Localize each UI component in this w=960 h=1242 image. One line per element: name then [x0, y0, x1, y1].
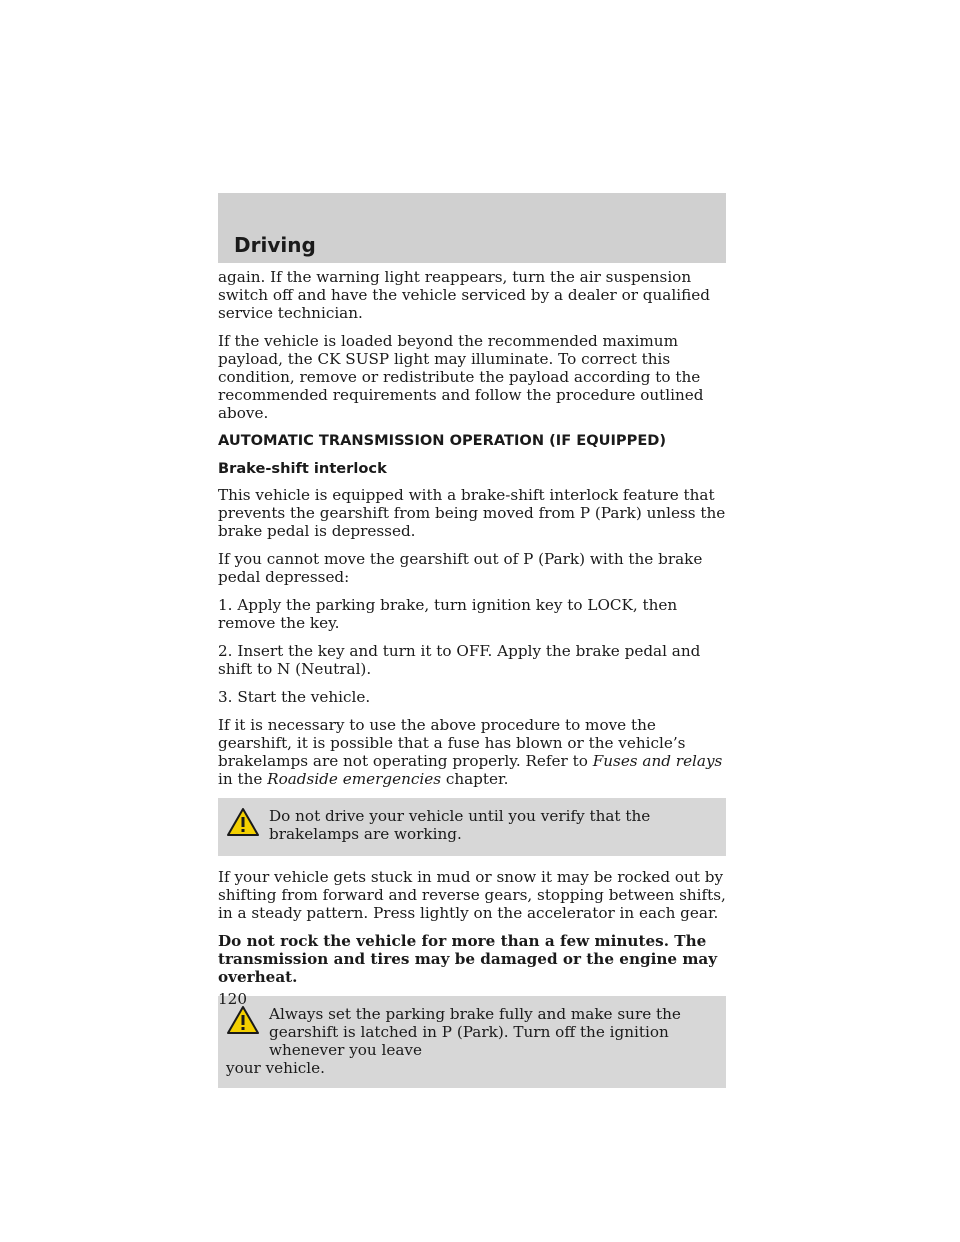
warning-box-parking-brake	[218, 996, 726, 1088]
step-2: 2. Insert the key and turn it to OFF. Apply the brake pedal and shift to N (Neutral).	[218, 642, 701, 678]
paragraph-payload: If the vehicle is loaded beyond the recommended maximum payload, the CK SUSP light may illuminate. To correct this condition, remove or redistribute the payload according to the recommended requirements and follow the procedure outlined above.	[218, 332, 704, 422]
header-band	[218, 193, 726, 263]
paragraph-interlock-condition: If you cannot move the gearshift out of P (Park) with the brake pedal depressed:	[218, 550, 703, 586]
paragraph-fuse-note	[218, 716, 726, 788]
fuse-note-mid: in the	[218, 770, 268, 788]
warning-triangle-icon	[226, 1005, 260, 1035]
warning-box-brakelamps	[218, 798, 726, 856]
paragraph-interlock-intro: This vehicle is equipped with a brake-shift interlock feature that prevents the gearshift from being moved from P (Park) unless the brake pedal is depressed.	[218, 486, 726, 540]
step-3: 3. Start the vehicle.	[218, 688, 371, 706]
paragraph-rocking-caution: Do not rock the vehicle for more than a few minutes. The transmission and tires may be damaged or the engine may overheat.	[218, 932, 718, 986]
warning-text-parking-brake-end: your vehicle.	[226, 1059, 325, 1077]
fuse-note-pre: If it is necessary to use the above procedure to move the gearshift, it is possible that a fuse has blown or the vehicle’s brakelamps are not operating properly. Refer to	[218, 716, 686, 770]
warning-text-parking-brake	[226, 1005, 718, 1077]
warning-text-parking-brake-main: Always set the parking brake fully and make sure the gearshift is latched in P (Park). Turn off the ignition whenever you leave	[269, 1005, 681, 1059]
page-content	[218, 268, 726, 1100]
warning-triangle-icon	[226, 807, 260, 837]
warning-text-brakelamps: Do not drive your vehicle until you verify that the brakelamps are working.	[269, 807, 651, 843]
paragraph-suspension-warning: again. If the warning light reappears, turn the air suspension switch off and have the vehicle serviced by a dealer or qualified service technician.	[218, 268, 710, 322]
fuse-note-ref-fuses: Fuses and relays	[592, 752, 723, 770]
section-title: Driving	[234, 233, 316, 257]
step-1: 1. Apply the parking brake, turn ignition key to LOCK, then remove the key.	[218, 596, 678, 632]
fuse-note-ref-roadside: Roadside emergencies	[267, 770, 441, 788]
fuse-note-post: chapter.	[441, 770, 509, 788]
page-number: 120	[218, 990, 247, 1008]
heading-brake-shift-interlock: Brake-shift interlock	[218, 460, 387, 477]
paragraph-rocking: If your vehicle gets stuck in mud or snow it may be rocked out by shifting from forward and reverse gears, stopping between shifts, in a steady pattern. Press lightly on the accelerator in each gear.	[218, 868, 726, 922]
heading-automatic-transmission: AUTOMATIC TRANSMISSION OPERATION (IF EQUIPPED)	[218, 432, 667, 449]
